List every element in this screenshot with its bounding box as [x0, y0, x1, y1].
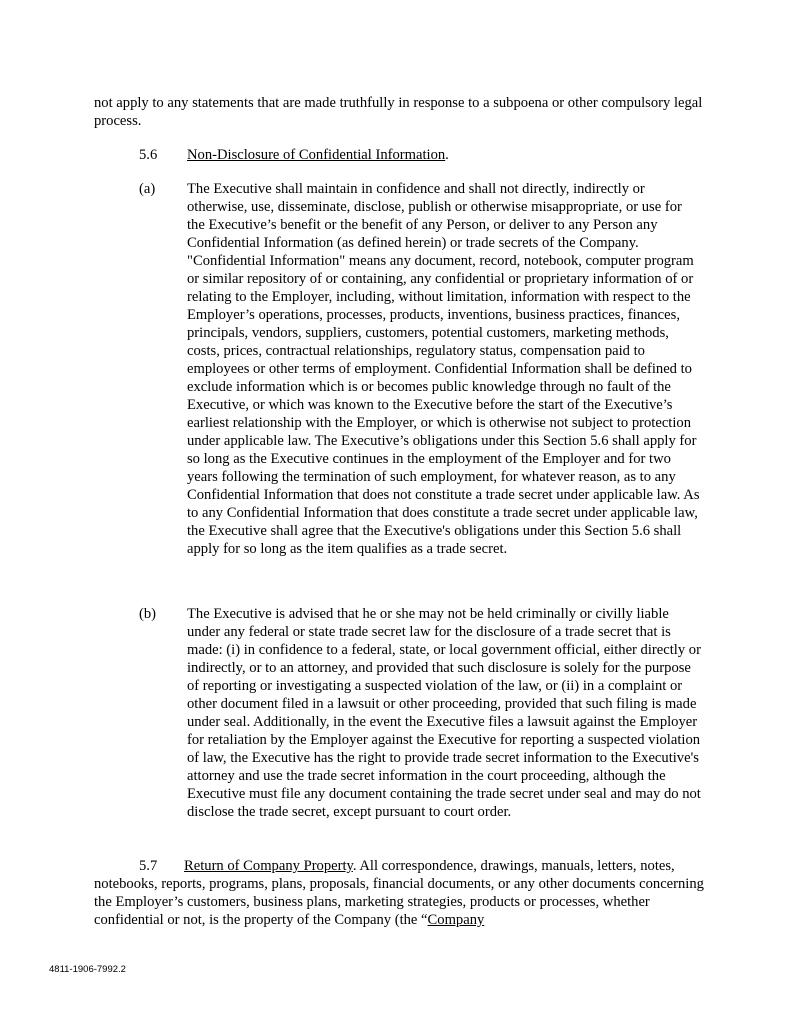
clause-a-label: (a): [139, 181, 156, 197]
section-5-7-trailing-term: Company: [427, 912, 485, 928]
section-5-6-number: 5.6: [139, 147, 158, 163]
clause-b-label: (b): [139, 606, 157, 622]
intro-paragraph: not apply to any statements that are made truthfully in response to a subpoena or other compulsory legal process.: [94, 95, 703, 129]
document-id-footer: 4811-1906-7992.2: [49, 964, 126, 975]
section-5-7-title-suffix: .: [352, 858, 357, 874]
section-5-7-number: 5.7: [139, 858, 158, 874]
section-5-7-text: All correspondence, drawings, manuals, letters, notes, notebooks, reports, programs, plans, proposals, financial documents, or any other documents concerning the Employer’s customers, business plans, marketing strategies, products or processes, whether confidential or not, is the property of the Company (the “: [94, 858, 704, 928]
clause-b-text: The Executive is advised that he or she may not be held criminally or civilly liable under any federal or state trade secret law for the disclosure of a trade secret that is made: (i) in confidence to a federal, state, or local government official, either directly or indirectly, or to an attorney, and provided that such disclosure is solely for the purpose of reporting or investigating a suspected violation of the law, or (ii) in a complaint or other document filed in a lawsuit or other proceeding, provided that such filing is made under seal. Additionally, in the event the Executive files a lawsuit against the Employer for retaliation by the Employer against the Executive for reporting a suspected violation of law, the Executive has the right to provide trade secret information to the Executive's attorney and use the trade secret information in the court proceeding, although the Executive must file any document containing the trade secret under seal and may do not disclose the trade secret, except pursuant to court order.: [187, 606, 701, 820]
clause-a-text: The Executive shall maintain in confidence and shall not directly, indirectly or otherwise, use, disseminate, disclose, publish or otherwise misappropriate, or use for the Executive’s benefit or the benefit of any Person, or deliver to any Person any Confidential Information (as defined herein) or trade secrets of the Company. "Confidential Information" means any document, record, notebook, computer program or similar repository of or containing, any confidential or proprietary information of or relating to the Employer, including, without limitation, information with respect to the Employer’s operations, processes, products, inventions, business practices, finances, principals, vendors, suppliers, customers, potential customers, marketing methods, costs, prices, contractual relationships, regulatory status, compensation paid to employees or other terms of employment. Confidential Information shall be defined to exclude information which is or becomes public knowledge through no fault of the Executive, or which was known to the Executive before the start of the Executive’s earliest relationship with the Employer, or which is otherwise not subject to protection under applicable law. The Executive’s obligations under this Section 5.6 shall apply for so long as the Executive continues in the employment of the Employer and for two years following the termination of such employment, for whatever reason, as to any Confidential Information that does not constitute a trade secret under applicable law. As to any Confidential Information that does constitute a trade secret under applicable law, the Executive shall agree that the Executive's obligations under this Section 5.6 shall apply for so long as the item qualifies as a trade secret.: [187, 181, 700, 557]
section-5-6-heading: [139, 146, 699, 164]
section-5-6-title: Non-Disclosure of Confidential Information: [187, 147, 446, 163]
section-5-7-title: Return of Company Property: [184, 858, 353, 874]
clause-a: [139, 180, 701, 558]
section-5-6-title-suffix: .: [445, 147, 449, 163]
section-5-7-paragraph: [94, 857, 704, 929]
clause-b: [139, 605, 701, 821]
